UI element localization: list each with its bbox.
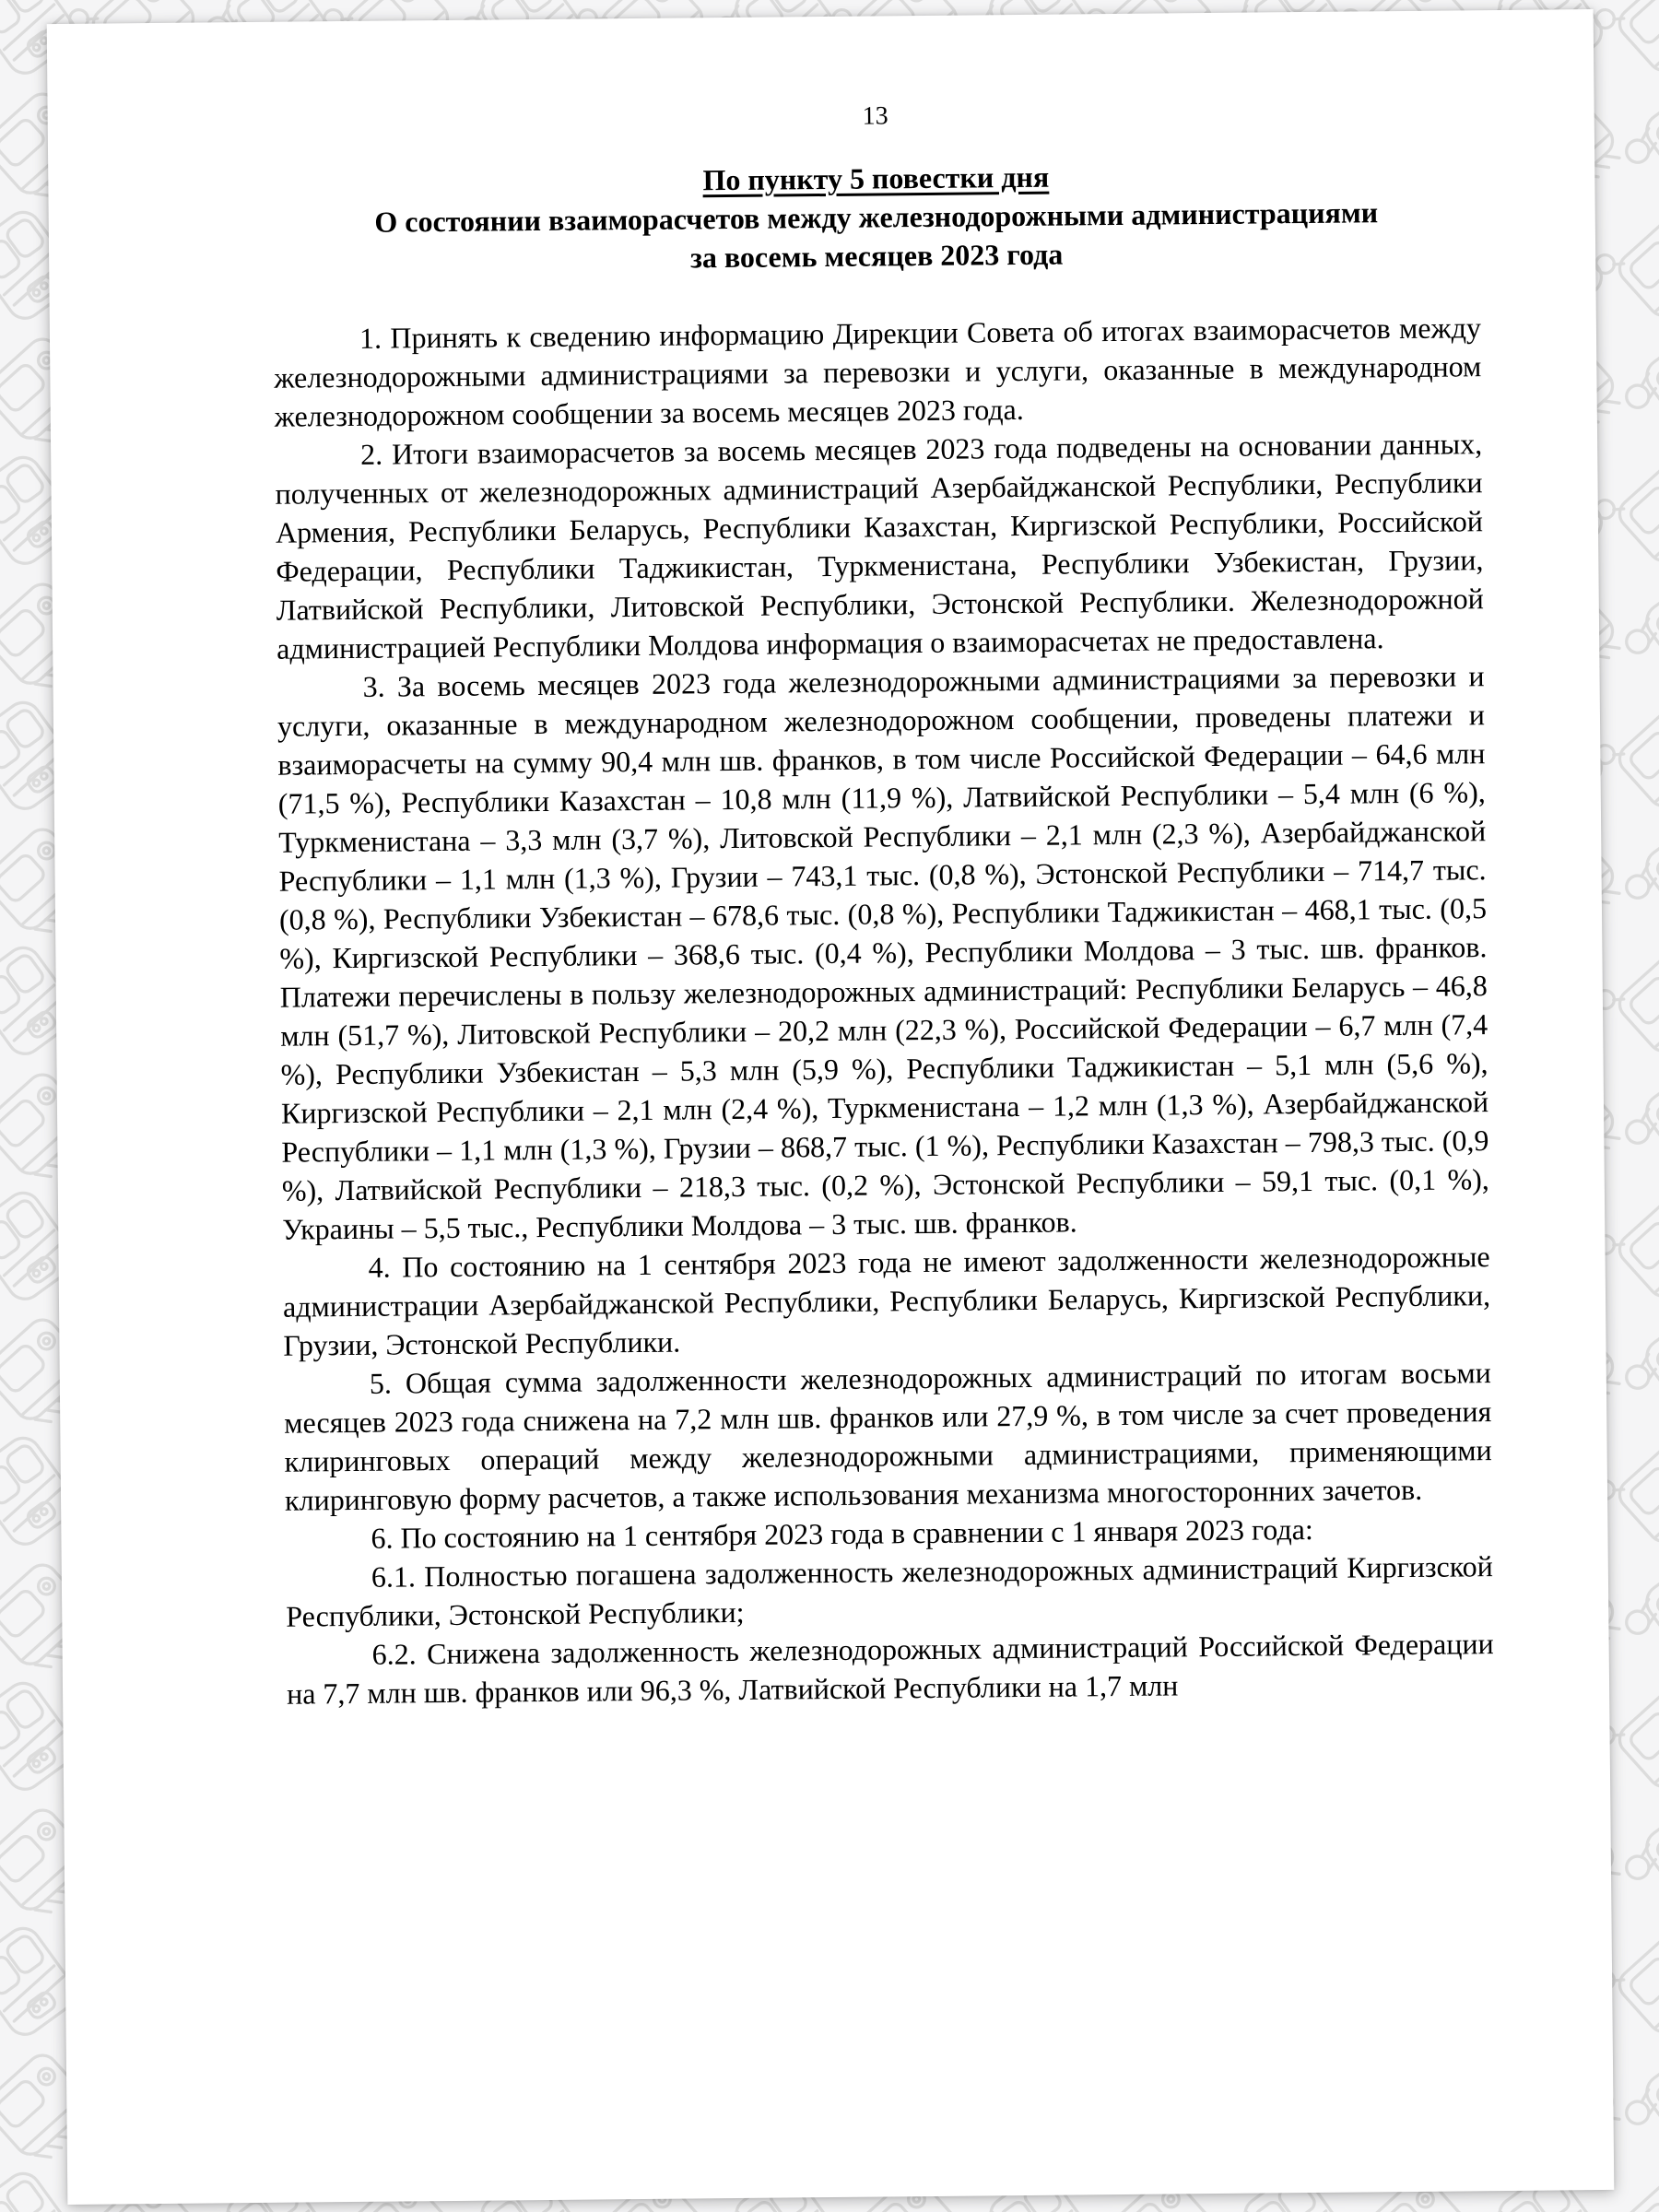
document-heading	[272, 153, 1480, 281]
paragraph-2: 2. Итоги взаиморасчетов за восемь месяцев 2023 года подведены на основании данных, полученных от железнодорожных администраций Азербайджанской Республики, Республики Армения, Республики Беларусь, Республики Казахстан, Киргизской Республики, Российской Федерации, Республики Таджикистан, Туркменистана, Республики Узбекистан, Грузии, Латвийской Республики, Литовской Республики, Эстонской Республики. Железнодорожной администрацией Республики Молдова информация о взаиморасчетах не предоставлена.	[275, 427, 1484, 665]
agenda-item-title: По пункту 5 повестки дня	[702, 159, 1050, 197]
document-title-line-1: О состоянии взаиморасчетов между железнодорожными администрациями	[374, 195, 1379, 239]
paragraph-6-1: 6.1. Полностью погашена задолженность железнодорожных администраций Киргизской Республики, Эстонской Республики;	[286, 1549, 1493, 1633]
page-number: 13	[862, 101, 888, 131]
document-title-line-2: за восемь месяцев 2023 года	[689, 237, 1064, 275]
paragraph-5: 5. Общая сумма задолженности железнодорожных администраций по итогам восьми месяцев 2023 года снижена на 7,2 млн шв. франков или 27,9 %, в том числе за счет проведения клиринговых операций между железнодорожными администрациями, применяющими клиринговую форму расчетов, а также использования механизма многосторонних зачетов.	[284, 1356, 1492, 1517]
document-body	[274, 308, 1494, 1713]
paragraph-1: 1. Принять к сведению информацию Дирекции Совета об итогах взаиморасчетов между железнодорожными администрациями за перевозки и услуги, оказанные в международном железнодорожном сообщении за восемь месяцев 2023 года.	[274, 311, 1482, 433]
paragraph-3: 3. За восемь месяцев 2023 года железнодорожными администрациями за перевозки и услуги, оказанные в международном железнодорожном сообщении, проведены платежи и взаиморасчеты на сумму 90,4 млн шв. франков, в том числе Российской Федерации – 64,6 млн (71,5 %), Республики Казахстан – 10,8 млн (11,9 %), Латвийской Республики – 5,4 млн (6 %), Туркменистана – 3,3 млн (3,7 %), Литовской Республики – 2,1 млн (2,3 %), Азербайджанской Республики – 1,1 млн (1,3 %), Грузии – 743,1 тыс. (0,8 %), Эстонской Республики – 714,7 тыс. (0,8 %), Республики Узбекистан – 678,6 тыс. (0,8 %), Республики Таджикистан – 468,1 тыс. (0,5 %), Киргизской Республики – 368,6 тыс. (0,4 %), Республики Молдова – 3 тыс. шв. франков. Платежи перечислены в пользу железнодорожных администраций: Республики Беларусь – 46,8 млн (51,7 %), Литовской Республики – 20,2 млн (22,3 %), Российской Федерации – 6,7 млн (7,4 %), Республики Узбекистан – 5,3 млн (5,9 %), Республики Таджикистан – 5,1 млн (5,6 %), Киргизской Республики – 2,1 млн (2,4 %), Туркменистана – 1,2 млн (1,3 %), Азербайджанской Республики – 1,1 млн (1,3 %), Грузии – 868,7 тыс. (1 %), Республики Казахстан – 798,3 тыс. (0,9 %), Латвийской Республики – 218,3 тыс. (0,2 %), Эстонской Республики – 59,1 тыс. (0,1 %), Украины – 5,5 тыс., Республики Молдова – 3 тыс. шв. франков.	[276, 659, 1489, 1246]
paragraph-6: 6. По состоянию на 1 сентября 2023 года в сравнении с 1 января 2023 года:	[371, 1512, 1313, 1555]
paragraph-6-2: 6.2. Снижена задолженность железнодорожных администраций Российской Федерации на 7,7 млн шв. франков или 96,3 %, Латвийской Республики на 1,7 млн	[286, 1627, 1494, 1711]
paragraph-4: 4. По состоянию на 1 сентября 2023 года не имеют задолженности железнодорожные администрации Азербайджанской Республики, Республики Беларусь, Киргизской Республики, Грузии, Эстонской Республики.	[282, 1240, 1491, 1362]
document-content	[47, 9, 1610, 1715]
document-sheet	[47, 9, 1615, 2205]
